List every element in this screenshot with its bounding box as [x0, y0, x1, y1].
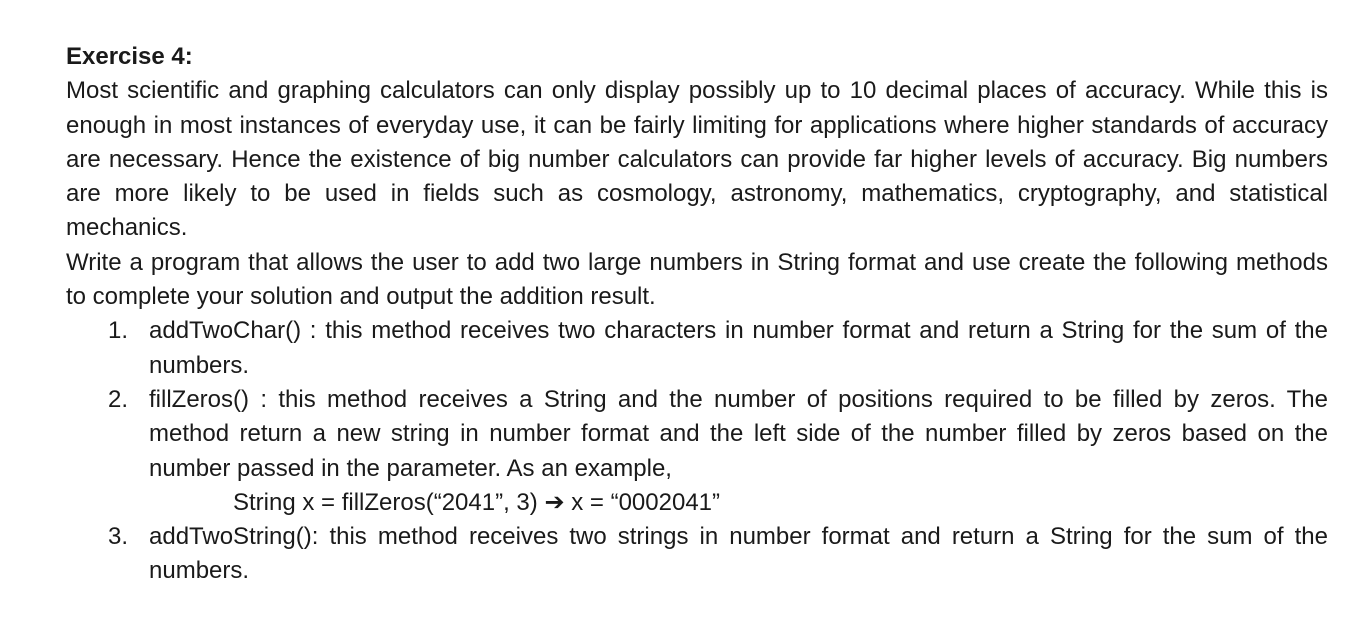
methods-list [66, 314, 1328, 588]
arrow-icon: ➔ [544, 488, 565, 516]
exercise-title: Exercise 4: [66, 43, 193, 70]
list-item-number: 3. [108, 523, 129, 551]
task-paragraph: Write a program that allows the user to add two large numbers in String format and use create the following methods to complete your solution and output the addition result. [66, 248, 1328, 311]
list-item-text: addTwoChar() : this method receives two characters in number format and return a String for the sum of the numbers. [149, 317, 1328, 379]
exercise-document [66, 40, 1328, 589]
list-item [66, 314, 1328, 383]
list-item [66, 520, 1328, 589]
list-item-text: addTwoString(): this method receives two strings in number format and return a String for the sum of the numbers. [149, 523, 1328, 585]
list-item-text: fillZeros() : this method receives a String and the number of positions required to be filled by zeros. The method return a new string in number format and the left side of the number filled by zeros based on the number passed in the parameter. As an example, [149, 385, 1328, 482]
list-item-number: 1. [108, 317, 129, 345]
example-result: x = “0002041” [571, 488, 721, 516]
intro-paragraph: Most scientific and graphing calculators can only display possibly up to 10 decimal places of accuracy. While this is enough in most instances of everyday use, it can be fairly limiting for applications where higher standards of accuracy are necessary. Hence the existence of big number calculators can provide far higher levels of accuracy. Big numbers are more likely to be used in fields such as cosmology, astronomy, mathematics, cryptography, and statistical mechanics. [66, 77, 1328, 242]
list-item-number: 2. [108, 385, 129, 413]
example-code: String x = fillZeros(“2041”, 3) [233, 488, 538, 516]
list-item [66, 383, 1328, 520]
example-line [149, 486, 1328, 520]
